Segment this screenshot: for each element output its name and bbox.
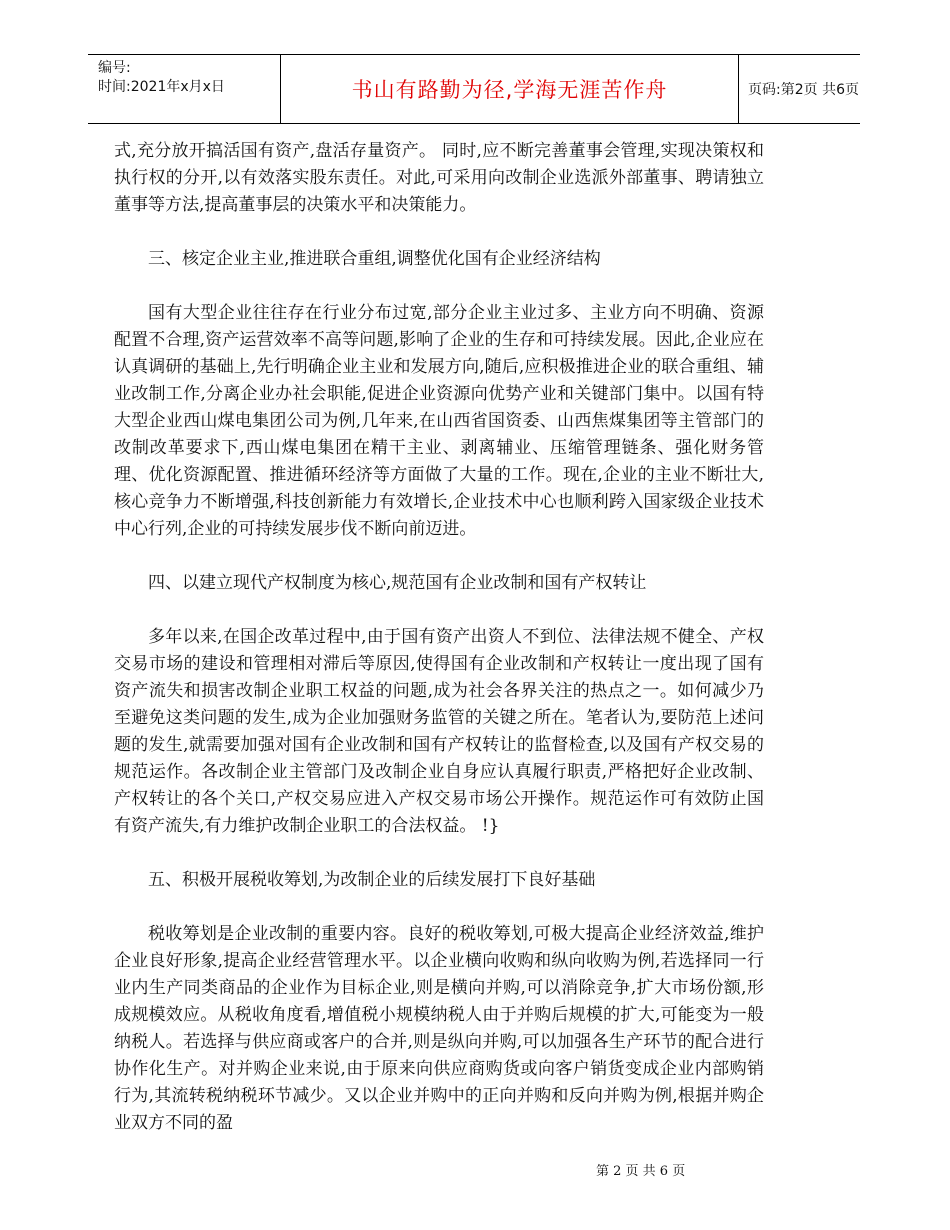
page-label: 页码:第2页 共6页 bbox=[748, 82, 859, 98]
header-motto-cell bbox=[280, 55, 739, 123]
motto: 书山有路勤为径,学海无涯苦作舟 bbox=[351, 78, 668, 102]
time-label: 时间:2021年x月x日 bbox=[98, 79, 225, 95]
page-header bbox=[88, 54, 860, 124]
section-heading: 三、核定企业主业,推进联合重组,调整优化国有企业经济结构 bbox=[148, 249, 601, 269]
header-page-cell bbox=[739, 55, 860, 123]
paragraph: 多年以来,在国企改革过程中,由于国有资产出资人不到位、法律法规不健全、产权交易市场的建设和管理相对滞后等原因,使得国有企业改制和产权转让一度出现了国有资产流失和损害改制企业职工权益的问题,成为社会各界关注的热点之一。如何减少乃至避免这类问题的发生,成为企业加强财务监管的关键之所在。笔者认为,要防范上述问题的发生,就需要加强对国有企业改制和国有产权转让的监督检查,以及国有产权交易的规范运作。各改制企业主管部门及改制企业自身应认真履行职责,严格把好企业改制、产权转让的各个关口,产权交易应进入产权交易市场公开操作。规范运作可有效防止国有资产流失,有力维护改制企业职工的合法权益。 !} bbox=[114, 627, 764, 836]
header-meta bbox=[88, 55, 280, 123]
document-body bbox=[114, 138, 764, 1137]
paragraph: 税收筹划是企业改制的重要内容。良好的税收筹划,可极大提高企业经济效益,维护企业良好形象,提高企业经营管理水平。以企业横向收购和纵向收购为例,若选择同一行业内生产同类商品的企业作为目标企业,则是横向并购,可以消除竞争,扩大市场份额,形成规模效应。从税收角度看,增值税小规模纳税人由于并购后规模的扩大,可能变为一般纳税人。若选择与供应商或客户的合并,则是纵向并购,可以加强各生产环节的配合进行协作化生产。对并购企业来说,由于原来向供应商购货或向客户销货变成企业内部购销行为,其流转税纳税环节减少。又以企业并购中的正向并购和反向并购为例,根据并购企业双方不同的盈 bbox=[114, 924, 764, 1133]
number-label: 编号: bbox=[98, 60, 131, 76]
section-heading: 五、积极开展税收筹划,为改制企业的后续发展打下良好基础 bbox=[148, 870, 596, 890]
paragraph: 国有大型企业往往存在行业分布过宽,部分企业主业过多、主业方向不明确、资源配置不合理,资产运营效率不高等问题,影响了企业的生存和可持续发展。因此,企业应在认真调研的基础上,先行明确企业主业和发展方向,随后,应积极推进企业的联合重组、辅业改制工作,分离企业办社会职能,促进企业资源向优势产业和关键部门集中。以国有特大型企业西山煤电集团公司为例,几年来,在山西省国资委、山西焦煤集团等主管部门的改制改革要求下,西山煤电集团在精干主业、剥离辅业、压缩管理链条、强化财务管理、优化资源配置、推进循环经济等方面做了大量的工作。现在,企业的主业不断壮大,核心竞争力不断增强,科技创新能力有效增长,企业技术中心也顺利跨入国家级企业技术中心行列,企业的可持续发展步伐不断向前迈进。 bbox=[114, 303, 764, 539]
page-footer: 第 2 页 共 6 页 bbox=[596, 1164, 686, 1179]
paragraph: 式,充分放开搞活国有资产,盘活存量资产。 同时,应不断完善董事会管理,实现决策权和执行权的分开,以有效落实股东责任。对此,可采用向改制企业选派外部董事、聘请独立董事等方法,提高董事层的决策水平和决策能力。 bbox=[114, 141, 764, 215]
section-heading: 四、以建立现代产权制度为核心,规范国有企业改制和国有产权转让 bbox=[148, 573, 647, 593]
